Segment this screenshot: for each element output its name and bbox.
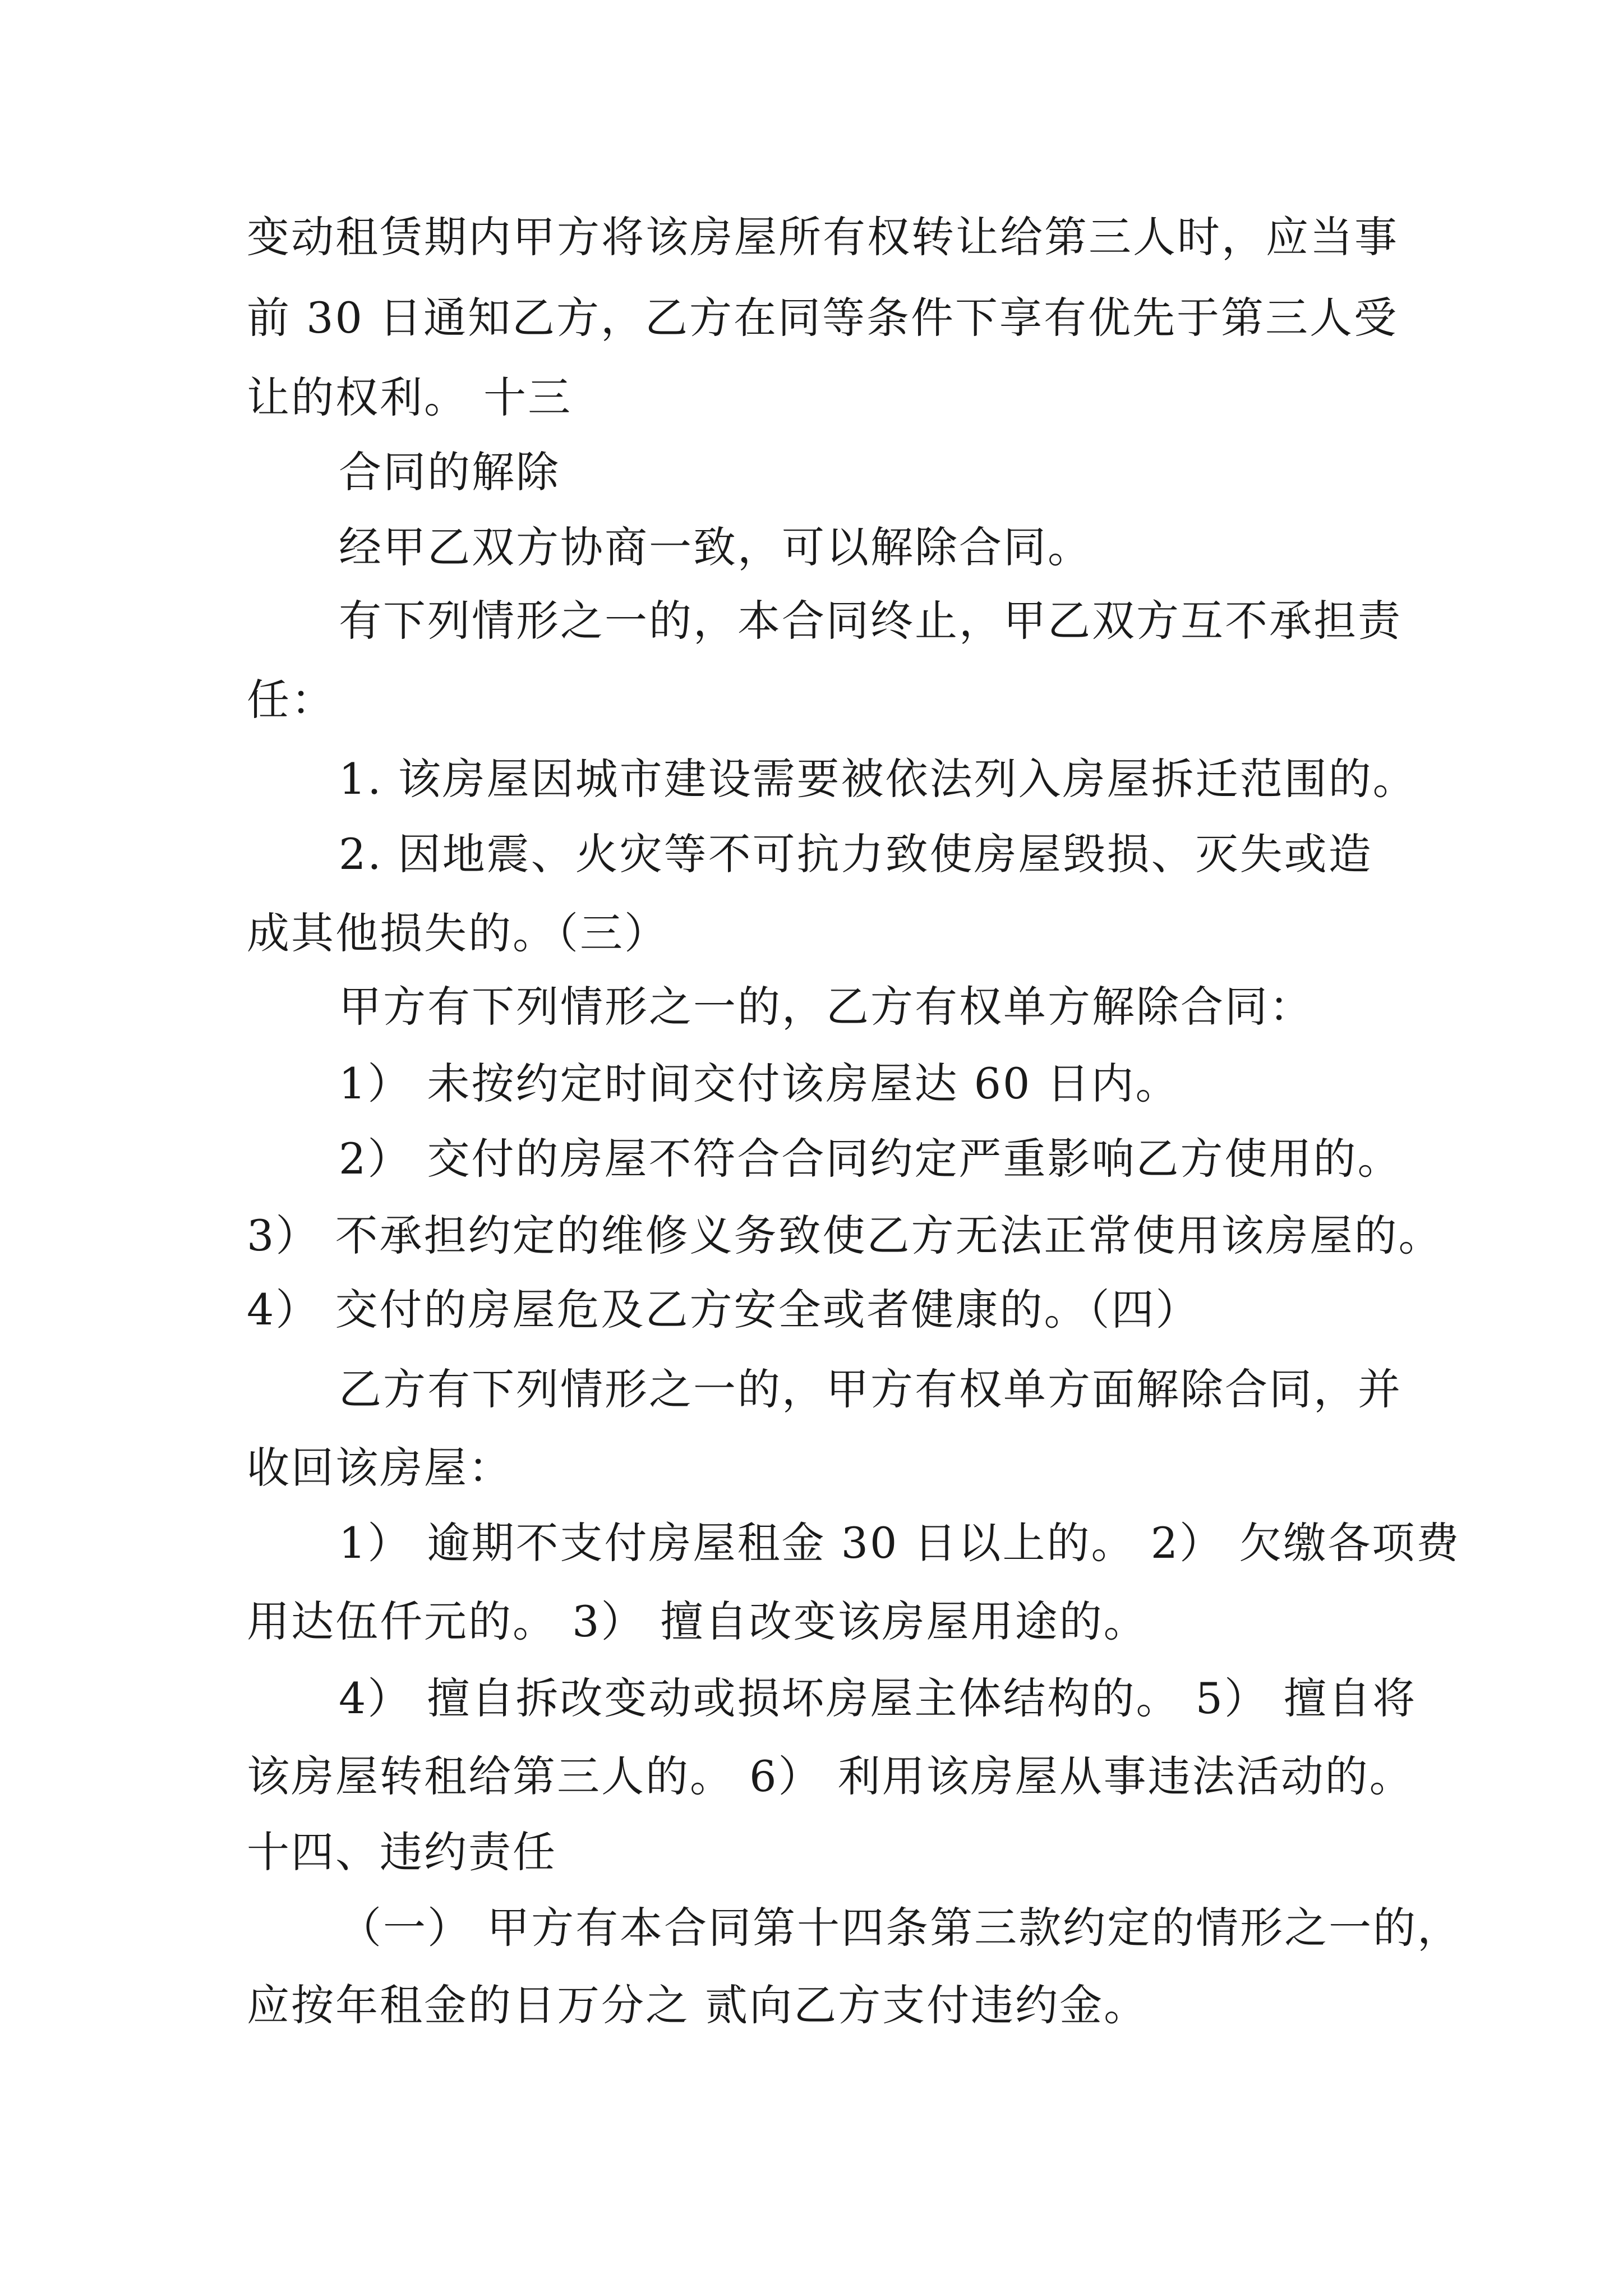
text-line: 应按年租金的日万分之 贰向乙方支付违约金。 bbox=[247, 1980, 1149, 2030]
text-line: 该房屋转租给第三人的。 6） 利用该房屋从事违法活动的。 bbox=[247, 1751, 1414, 1801]
text-line: 1） 逾期不支付房屋租金 30 日以上的。 2） 欠缴各项费 bbox=[339, 1518, 1461, 1568]
text-line: 1） 未按约定时间交付该房屋达 60 日内。 bbox=[339, 1059, 1180, 1108]
text-line: （一） 甲方有本合同第十四条第三款约定的情形之一的， bbox=[339, 1903, 1462, 1953]
text-line: 用达伍仟元的。 3） 擅自改变该房屋用途的。 bbox=[247, 1596, 1148, 1646]
section-heading: 合同的解除 bbox=[339, 447, 560, 497]
text-line: 经甲乙双方协商一致，可以解除合同。 bbox=[339, 522, 1092, 572]
text-line: 有下列情形之一的，本合同终止，甲乙双方互不承担责 bbox=[339, 596, 1402, 646]
text-line: 让的权利。 十三 bbox=[247, 372, 573, 422]
text-line: 2） 交付的房屋不符合合同约定严重影响乙方使用的。 bbox=[339, 1134, 1402, 1184]
text-line: 乙方有下列情形之一的，甲方有权单方面解除合同，并 bbox=[339, 1364, 1402, 1414]
text-line: 前 30 日通知乙方，乙方在同等条件下享有优先于第三人受 bbox=[247, 293, 1399, 343]
text-line: 3） 不承担约定的维修义务致使乙方无法正常使用该房屋的。 bbox=[247, 1211, 1443, 1260]
text-line: 变动租赁期内甲方将该房屋所有权转让给第三人时，应当事 bbox=[247, 212, 1399, 262]
text-line: 甲方有下列情形之一的，乙方有权单方解除合同： bbox=[339, 982, 1313, 1032]
text-line: 2. 因地震、火灾等不可抗力致使房屋毁损、灭失或造 bbox=[339, 829, 1373, 879]
text-line: 4） 交付的房屋危及乙方安全或者健康的。（四） bbox=[247, 1285, 1200, 1335]
text-line: 任： bbox=[247, 675, 335, 725]
section-heading: 十四、违约责任 bbox=[247, 1827, 557, 1877]
text-line: 4） 擅自拆改变动或损坏房屋主体结构的。 5） 擅自将 bbox=[339, 1673, 1417, 1723]
text-line: 收回该房屋： bbox=[247, 1443, 513, 1493]
text-line: 成其他损失的。（三） bbox=[247, 908, 668, 958]
text-line: 1. 该房屋因城市建设需要被依法列入房屋拆迁范围的。 bbox=[339, 754, 1417, 804]
